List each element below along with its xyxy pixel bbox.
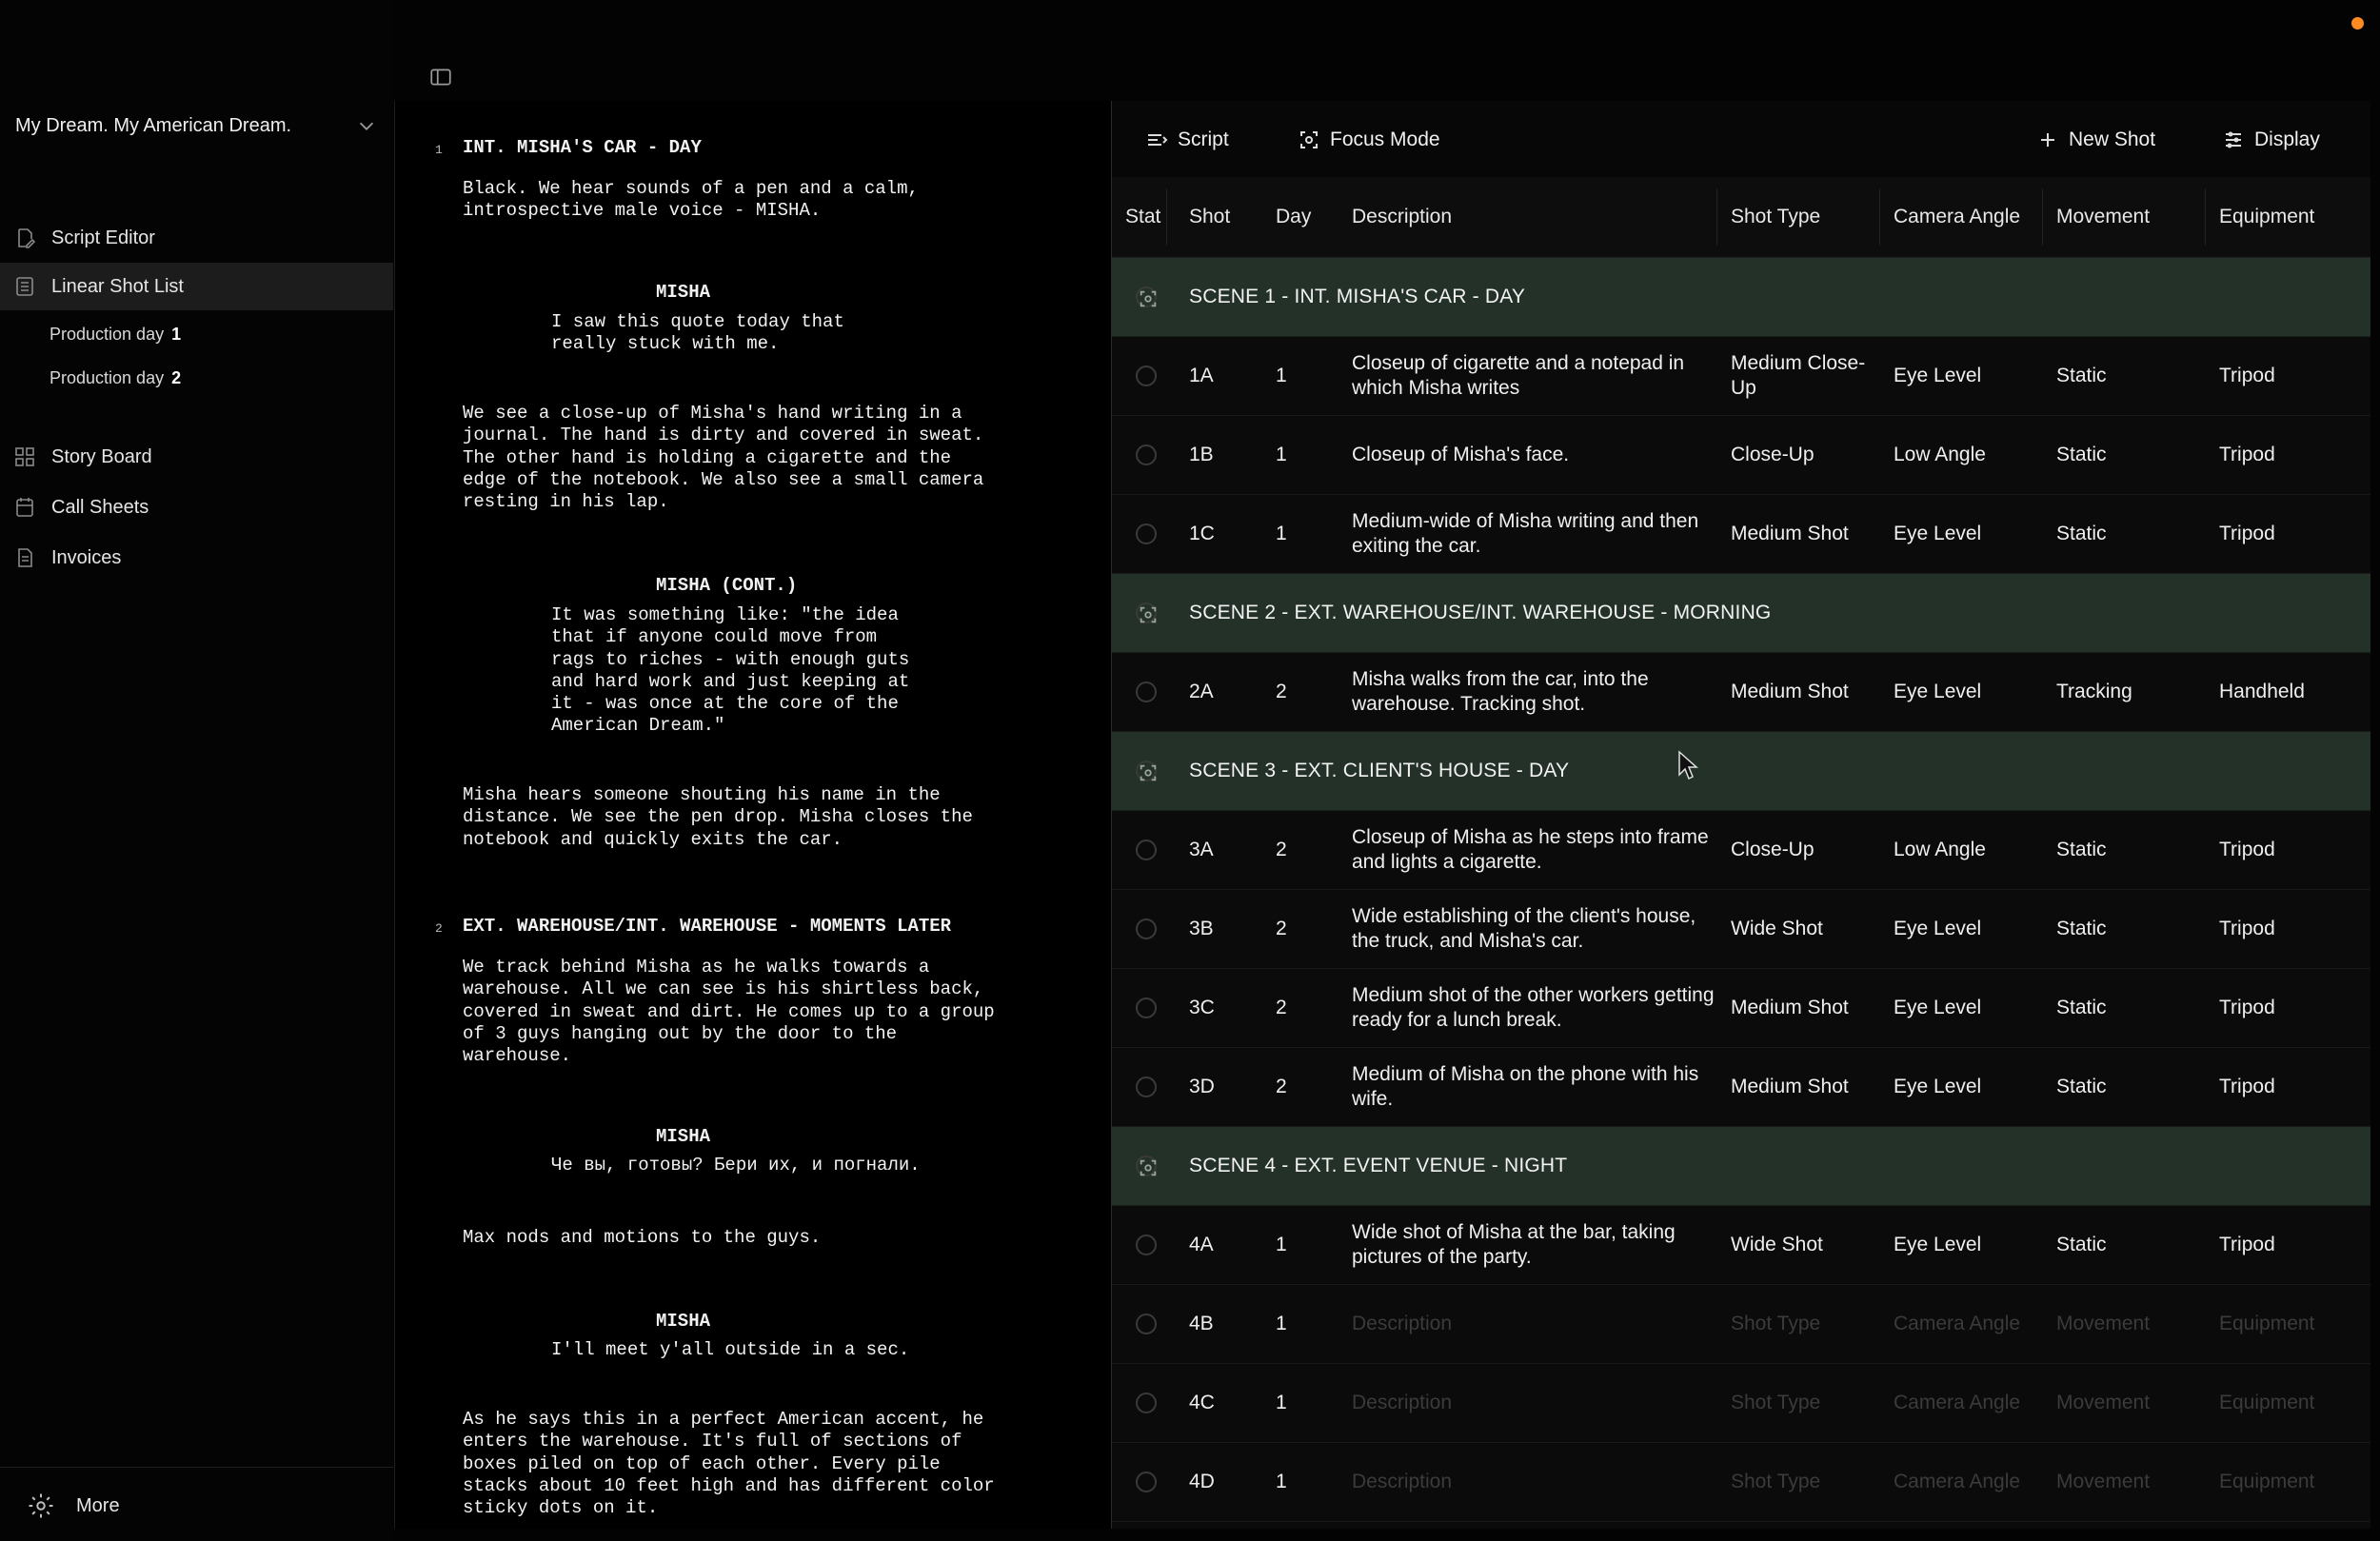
column-header-shot[interactable]: Shot — [1189, 206, 1231, 227]
shot-list-panel — [1112, 101, 2370, 1529]
equipment-cell[interactable]: Tripod — [2219, 365, 2275, 386]
status-checkbox[interactable] — [1136, 919, 1157, 939]
day-cell[interactable]: 1 — [1276, 523, 1287, 544]
sidebar-item-story-board[interactable] — [0, 433, 393, 481]
new-shot-button[interactable]: New Shot — [2036, 124, 2155, 156]
more-label: More — [76, 1494, 120, 1516]
camera-angle-cell[interactable]: Eye Level — [1894, 1234, 1982, 1255]
shot-type-cell[interactable]: Medium Close-Up — [1731, 352, 1866, 399]
shot-cell: 1C — [1189, 523, 1215, 544]
equipment-cell[interactable]: Equipment — [2219, 1471, 2315, 1492]
day-cell[interactable]: 1 — [1276, 1392, 1287, 1413]
mouse-cursor-icon — [1677, 750, 1698, 780]
movement-cell[interactable]: Static — [2056, 918, 2107, 939]
day-cell[interactable]: 1 — [1276, 444, 1287, 465]
equipment-cell[interactable]: Tripod — [2219, 444, 2275, 465]
shot-type-cell[interactable]: Shot Type — [1731, 1471, 1821, 1492]
shot-type-cell[interactable]: Medium Shot — [1731, 1076, 1849, 1097]
list-icon — [13, 275, 36, 298]
movement-cell[interactable]: Static — [2056, 444, 2107, 465]
equipment-cell[interactable]: Tripod — [2219, 523, 2275, 544]
day-cell[interactable]: 1 — [1276, 1471, 1287, 1492]
table-row[interactable] — [1112, 337, 2370, 416]
camera-angle-cell[interactable]: Eye Level — [1894, 523, 1982, 544]
scene-number: 2 — [435, 921, 443, 936]
character-name: MISHA — [656, 1311, 711, 1332]
status-checkbox[interactable] — [1136, 1314, 1157, 1334]
shot-type-cell[interactable]: Close-Up — [1731, 839, 1815, 860]
camera-angle-cell[interactable]: Eye Level — [1894, 681, 1982, 702]
movement-cell[interactable]: Static — [2056, 839, 2107, 860]
day-cell[interactable]: 2 — [1276, 918, 1287, 939]
script-lines-icon — [1145, 128, 1168, 151]
status-checkbox[interactable] — [1136, 365, 1157, 386]
day-cell[interactable]: 2 — [1276, 681, 1287, 702]
column-header-status[interactable]: Stat — [1125, 206, 1161, 227]
movement-cell[interactable]: Movement — [2056, 1471, 2151, 1492]
focus-mode-button[interactable]: Focus Mode — [1298, 124, 1440, 156]
scene-title: SCENE 4 - EXT. EVENT VENUE - NIGHT — [1189, 1155, 1568, 1176]
table-row[interactable] — [1112, 495, 2370, 574]
sidebar-item-label: Call Sheets — [51, 496, 149, 518]
scene-title: SCENE 2 - EXT. WAREHOUSE/INT. WAREHOUSE - MORNING — [1189, 602, 1772, 623]
column-divider[interactable] — [1716, 188, 1717, 246]
movement-cell[interactable]: Static — [2056, 997, 2107, 1018]
camera-angle-cell[interactable]: Low Angle — [1894, 444, 1986, 465]
character-name: MISHA (CONT.) — [656, 575, 798, 596]
movement-cell[interactable]: Static — [2056, 365, 2107, 386]
status-checkbox[interactable] — [1136, 998, 1157, 1018]
day-cell[interactable]: 2 — [1276, 839, 1287, 860]
movement-cell[interactable]: Movement — [2056, 1392, 2151, 1413]
camera-angle-cell[interactable]: Low Angle — [1894, 839, 1986, 860]
action-text: As he says this in a perfect American accent, he enters the warehouse. It's full of sections of boxes piled on top of each other. Every pile stacks about 10 feet high and has different color sticky dots on it. — [463, 1409, 995, 1519]
description-cell[interactable]: Closeup of Misha as he steps into frame and lights a cigarette. — [1352, 826, 1709, 873]
column-header-camera-angle[interactable]: Camera Angle — [1894, 206, 2021, 227]
table-row[interactable] — [1112, 969, 2370, 1048]
table-row[interactable] — [1112, 1443, 2370, 1522]
table-row[interactable] — [1112, 811, 2370, 890]
sidebar-item-linear-shot-list[interactable] — [0, 263, 393, 310]
movement-cell[interactable]: Static — [2056, 1076, 2107, 1097]
shot-type-cell[interactable]: Shot Type — [1731, 1313, 1821, 1334]
shot-type-cell[interactable]: Medium Shot — [1731, 681, 1849, 702]
table-row[interactable] — [1112, 1206, 2370, 1285]
dialogue-text: I'll meet y'all outside in a sec. — [551, 1339, 910, 1360]
equipment-cell[interactable]: Tripod — [2219, 918, 2275, 939]
status-checkbox[interactable] — [1136, 445, 1157, 465]
equipment-cell[interactable]: Handheld — [2219, 681, 2305, 702]
project-title: My Dream. My American Dream. — [15, 114, 292, 136]
column-divider[interactable] — [2205, 188, 2206, 246]
column-divider[interactable] — [1879, 188, 1880, 246]
sidebar-subitem-production-day-2[interactable]: Production day 2 — [50, 367, 182, 387]
description-cell[interactable]: Description — [1352, 1313, 1453, 1334]
shot-type-cell[interactable]: Close-Up — [1731, 444, 1815, 465]
action-text: Max nods and motions to the guys. — [463, 1227, 822, 1248]
equipment-cell[interactable]: Equipment — [2219, 1313, 2315, 1334]
project-selector[interactable] — [15, 111, 377, 140]
movement-cell[interactable]: Static — [2056, 523, 2107, 544]
camera-angle-cell[interactable]: Eye Level — [1894, 997, 1982, 1018]
plus-icon — [2036, 128, 2059, 151]
table-header — [1112, 177, 2370, 258]
status-checkbox[interactable] — [1136, 524, 1157, 544]
call-sheet-icon — [13, 496, 36, 519]
table-row[interactable] — [1112, 1364, 2370, 1443]
scene-heading: INT. MISHA'S CAR - DAY — [463, 137, 702, 158]
equipment-cell[interactable]: Tripod — [2219, 1076, 2275, 1097]
more-button[interactable] — [27, 1487, 120, 1525]
description-cell[interactable]: Medium of Misha on the phone with his wife. — [1352, 1063, 1699, 1110]
shot-type-cell[interactable]: Medium Shot — [1731, 997, 1849, 1018]
shot-cell: 3C — [1189, 997, 1215, 1018]
equipment-cell[interactable]: Equipment — [2219, 1392, 2315, 1413]
column-divider[interactable] — [2042, 188, 2043, 246]
script-toggle-button[interactable]: Script — [1145, 124, 1229, 156]
movement-cell[interactable]: Static — [2056, 1234, 2107, 1255]
shot-cell: 4D — [1189, 1471, 1215, 1492]
sliders-icon — [2222, 128, 2245, 151]
description-cell[interactable]: Closeup of Misha's face. — [1352, 444, 1570, 465]
sidebar-item-label: Story Board — [51, 445, 152, 467]
action-text: We see a close-up of Misha's hand writing in a journal. The hand is dirty and covered in sweat. The other hand is holding a cigarette and the edge of the notebook. We also see a small camera resting in his lap. — [463, 403, 984, 513]
character-name: MISHA — [656, 1126, 711, 1147]
day-cell[interactable]: 1 — [1276, 365, 1287, 386]
column-header-equipment[interactable]: Equipment — [2219, 206, 2315, 227]
column-header-movement[interactable]: Movement — [2056, 206, 2151, 227]
shot-cell: 4B — [1189, 1313, 1214, 1334]
column-header-shot-type[interactable]: Shot Type — [1731, 206, 1821, 227]
shot-type-cell[interactable]: Wide Shot — [1731, 918, 1823, 939]
day-cell[interactable]: 1 — [1276, 1313, 1287, 1334]
sidebar-divider — [0, 1467, 393, 1468]
dialogue-text: I saw this quote today that really stuck with me. — [551, 311, 844, 355]
equipment-cell[interactable]: Tripod — [2219, 1234, 2275, 1255]
status-checkbox[interactable] — [1136, 1472, 1157, 1492]
day-cell[interactable]: 2 — [1276, 997, 1287, 1018]
display-button[interactable]: Display — [2222, 124, 2320, 156]
equipment-cell[interactable]: Tripod — [2219, 997, 2275, 1018]
shot-cell: 3A — [1189, 839, 1214, 860]
scene-row[interactable] — [1112, 574, 2370, 653]
scene-title: SCENE 3 - EXT. CLIENT'S HOUSE - DAY — [1189, 760, 1570, 781]
character-name: MISHA — [656, 282, 711, 303]
status-checkbox[interactable] — [1136, 682, 1157, 702]
focus-icon — [1298, 128, 1320, 151]
status-checkbox[interactable] — [1136, 1077, 1157, 1097]
shot-cell: 3B — [1189, 918, 1214, 939]
table-row[interactable] — [1112, 416, 2370, 495]
shot-cell: 4A — [1189, 1234, 1214, 1255]
movement-cell[interactable]: Movement — [2056, 1313, 2151, 1334]
shot-type-cell[interactable]: Shot Type — [1731, 1392, 1821, 1413]
description-cell[interactable]: Wide shot of Misha at the bar, taking pictures of the party. — [1352, 1221, 1676, 1268]
script-panel[interactable] — [394, 101, 1112, 1529]
sidebar-toggle-icon[interactable] — [428, 65, 453, 89]
table-row[interactable] — [1112, 890, 2370, 969]
sidebar-item-label: Linear Shot List — [51, 275, 184, 297]
sidebar-item-label: Script Editor — [51, 227, 155, 248]
description-cell[interactable]: Closeup of cigarette and a notepad in which Misha writes — [1352, 352, 1685, 399]
description-cell[interactable]: Description — [1352, 1392, 1453, 1413]
shot-cell: 1B — [1189, 444, 1214, 465]
storyboard-icon — [13, 445, 36, 468]
notification-dot — [2351, 17, 2364, 30]
sidebar-item-script-editor[interactable] — [0, 214, 393, 262]
camera-angle-cell[interactable]: Camera Angle — [1894, 1471, 2021, 1492]
camera-angle-cell[interactable]: Eye Level — [1894, 365, 1982, 386]
sidebar-item-invoices[interactable] — [0, 534, 393, 582]
dialogue-text: It was something like: "the idea that if anyone could move from rags to riches - with enough guts and hard work and just keeping at it - was once at the core of the American Dream." — [551, 604, 910, 737]
gear-icon — [27, 1492, 55, 1520]
action-text: Misha hears someone shouting his name in the distance. We see the pen drop. Misha closes the notebook and quickly exits the car. — [463, 784, 973, 850]
sidebar-subitem-production-day-1[interactable]: Production day 1 — [50, 324, 182, 344]
camera-angle-cell[interactable]: Camera Angle — [1894, 1392, 2021, 1413]
scene-row[interactable] — [1112, 1127, 2370, 1206]
focus-icon[interactable] — [1136, 286, 1157, 307]
scene-heading: EXT. WAREHOUSE/INT. WAREHOUSE - MOMENTS LATER — [463, 916, 952, 937]
description-cell[interactable]: Misha walks from the car, into the warehouse. Tracking shot. — [1352, 668, 1649, 715]
table-row[interactable] — [1112, 653, 2370, 732]
camera-angle-cell[interactable]: Eye Level — [1894, 918, 1982, 939]
sidebar — [0, 0, 393, 1541]
movement-cell[interactable]: Tracking — [2056, 681, 2132, 702]
camera-angle-cell[interactable]: Eye Level — [1894, 1076, 1982, 1097]
shot-type-cell[interactable]: Wide Shot — [1731, 1234, 1823, 1255]
camera-angle-cell[interactable]: Camera Angle — [1894, 1313, 2021, 1334]
focus-icon[interactable] — [1136, 761, 1157, 781]
status-checkbox[interactable] — [1136, 840, 1157, 860]
sidebar-item-call-sheets[interactable] — [0, 484, 393, 531]
action-text: We track behind Misha as he walks towards a warehouse. All we can see is his shirtless back, covered in sweat and dirt. He comes up to a group of 3 guys hanging out by the door to the warehouse. — [463, 957, 995, 1067]
day-cell[interactable]: 1 — [1276, 1234, 1287, 1255]
scene-number: 1 — [435, 143, 443, 157]
column-divider[interactable] — [1166, 188, 1167, 246]
invoice-icon — [13, 546, 36, 569]
shot-cell: 2A — [1189, 681, 1214, 702]
sidebar-item-label: Invoices — [51, 546, 122, 568]
day-cell[interactable]: 2 — [1276, 1076, 1287, 1097]
description-cell[interactable]: Medium-wide of Misha writing and then exiting the car. — [1352, 510, 1699, 557]
action-text: Black. We hear sounds of a pen and a calm, introspective male voice - MISHA. — [463, 178, 919, 222]
scene-row[interactable] — [1112, 258, 2370, 337]
status-checkbox[interactable] — [1136, 1235, 1157, 1255]
table-row[interactable] — [1112, 1048, 2370, 1127]
script-editor-icon — [13, 227, 36, 249]
column-header-description[interactable]: Description — [1352, 206, 1453, 227]
focus-icon[interactable] — [1136, 603, 1157, 623]
dialogue-text: Че вы, готовы? Бери их, и погнали. — [551, 1155, 921, 1176]
shot-cell: 4C — [1189, 1392, 1215, 1413]
description-cell[interactable]: Medium shot of the other workers getting ready for a lunch break. — [1352, 984, 1715, 1031]
shot-cell: 1A — [1189, 365, 1214, 386]
shot-type-cell[interactable]: Medium Shot — [1731, 523, 1849, 544]
column-header-day[interactable]: Day — [1276, 206, 1312, 227]
description-cell[interactable]: Wide establishing of the client's house, the truck, and Misha's car. — [1352, 905, 1696, 952]
status-checkbox[interactable] — [1136, 1393, 1157, 1413]
description-cell[interactable]: Description — [1352, 1471, 1453, 1492]
shot-list-toolbar — [1112, 101, 2370, 177]
shot-cell: 3D — [1189, 1076, 1215, 1097]
chevron-down-icon — [356, 115, 377, 136]
scene-title: SCENE 1 - INT. MISHA'S CAR - DAY — [1189, 286, 1526, 307]
scene-row[interactable] — [1112, 732, 2370, 811]
equipment-cell[interactable]: Tripod — [2219, 839, 2275, 860]
table-row[interactable] — [1112, 1285, 2370, 1364]
focus-icon[interactable] — [1136, 1156, 1157, 1176]
